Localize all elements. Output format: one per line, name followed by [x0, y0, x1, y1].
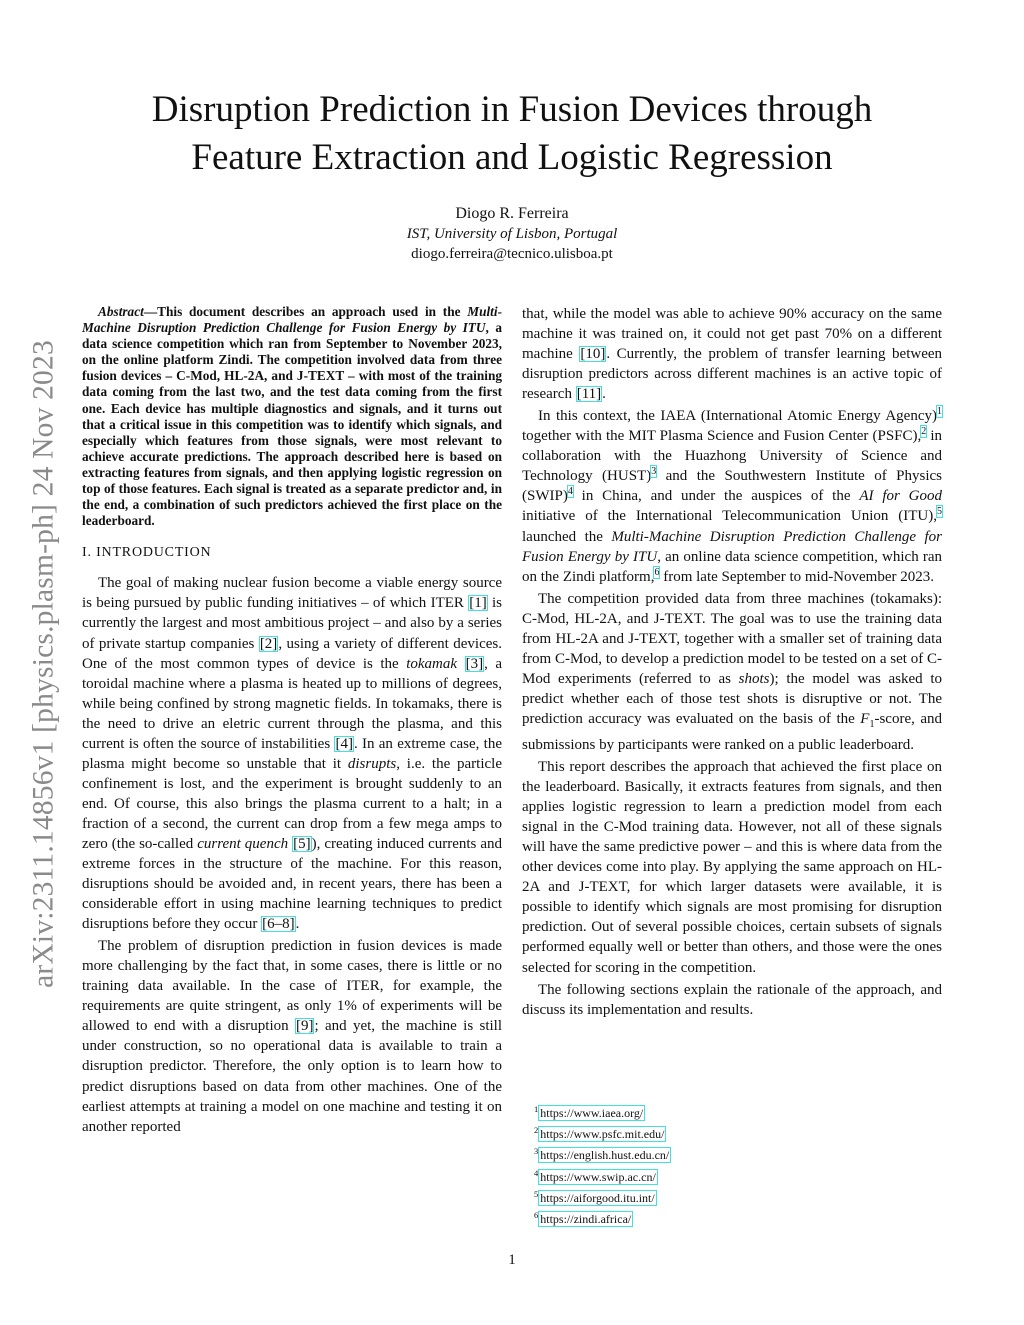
paragraph-intro-5: This report describes the approach that achieved the first place on the leaderboard. Basically, it extracts features from signals, and then applies logistic regression to learn a prediction model from each signal in the C-Mod training data. However, not all of these signals will have the same predictive power – and this is where data from the other devices come into play. By applying the same approach on HL-2A and J-TEXT, for which larger datasets were available, it is possible to identify which signals are most promising for disruption prediction. Out of several possible choices, certain subsets of signals performed equally well or better than others, and those were the ones selected for scoring in the competition. — [522, 759, 942, 976]
citation-link[interactable]: [2] — [259, 635, 278, 652]
footnote-item: $^6$ https://zindi.africa/ — [534, 1210, 632, 1227]
right-column — [522, 304, 942, 1020]
abstract-label: Abstract — [98, 304, 144, 319]
footnote-url-link[interactable]: https://www.iaea.org/ — [540, 1106, 644, 1120]
footnote-item: $^1$ https://www.iaea.org/ — [534, 1104, 644, 1120]
abstract: Abstract—This document describes an approach used in the Multi-Machine Disruption Prediction Challenge for Fusion Energy by ITU, a data science competition which ran from September to November 2023, on the online platform Zindi. The competition involved data from three fusion devices – C-Mod, HL-2A, and J-TEXT – with most of the training data coming from the last two, and the test data coming from the first one. Each device has multiple diagnostics and signals, and it turns out that a critical issue in this competition was to identify which signals, and especially which features from those signals, were most relevant to achieve accurate predictions. The approach described here is based on extracting features from signals, and then applying logistic regression on top of those features. Each signal is treated as a separate predictor and, in the end, a combination of such predictors achieved the first place on the leaderboard. — [82, 304, 502, 529]
paper-title — [60, 86, 964, 182]
footnote-url-link[interactable]: https://www.swip.ac.cn/ — [540, 1169, 656, 1184]
footnote-ref[interactable]: 5 — [937, 506, 942, 518]
footnote-url-link[interactable]: https://aiforgood.itu.int/ — [540, 1190, 655, 1205]
paragraph-intro-2: The problem of disruption prediction in fusion devices is made more challenging by the fact that, in some cases, there is little or no training data available. In the case of ITER, for example, the requirements are quite stringent, as only 1% of experiments will be allowed to end with a disruption [9]; and yet, the machine is still under construction, so no operational data is available to train a disruption predictor. Therefore, the only option is to learn how to predict disruptions based on data from other machines. One of the earliest attempts at training a model on one machine and testing it on another reported — [82, 938, 503, 1135]
paragraph-intro-4: The competition provided data from three machines (tokamaks): C-Mod, HL-2A, and J-TEXT. The goal was to use the training data from HL-2A and J-TEXT, together with a smaller set of training data from C-Mod, to develop a prediction model to be tested on a set of C-Mod experiments (referred to as shots); the model was asked to predict whether each of those test shots is disruptive or not. The prediction accuracy was evaluated on the basis of the $F_1$-score, and submissions by participants were ranked on a public leaderboard. — [522, 590, 942, 753]
arxiv-sidebar-stamp — [22, 286, 66, 1042]
citation-link[interactable]: [10] — [580, 346, 606, 363]
author-affiliation: IST, University of Lisbon, Portugal — [406, 226, 618, 242]
footnote-url-link[interactable]: https://zindi.africa/ — [540, 1212, 632, 1227]
page-number: 1 — [508, 1252, 516, 1268]
citation-link[interactable]: [9] — [295, 1018, 314, 1035]
challenge-name: Multi-Machine Disruption Prediction Challenge for Fusion Energy by ITU — [82, 304, 502, 336]
paragraph-intro-1: The goal of making nuclear fusion become a viable energy source is being pursued by public funding initiatives – of which ITER [1] is currently the largest and most ambitious project – and also by a series of private startup companies [2], using a variety of different devices. One of the most common types of device is the tokamak [3], a toroidal machine where a plasma is heated up to millions of degrees, while being confined by strong magnetic fields. In tokamaks, there is the need to drive an eletric current through the plasma, and this current is often the source of instabilities [4]. In an extreme case, the plasma might become so unstable that it disrupts, i.e. the particle confinement is lost, and the experiment is brought suddenly to an end. Of course, this also brings the plasma current to a halt; in a fraction of a second, the current can drop from a few mega amps to zero (the so-called current quench [5]), creating induced currents and extreme forces in the structure of the machine. For this reason, disruptions should be avoided and, in recent years, there has been a considerable effort in using machine learning techniques to predict disruptions before they occur [6–8]. — [82, 575, 503, 933]
footnote-url-link[interactable]: https://www.psfc.mit.edu/ — [540, 1127, 665, 1142]
footnote-ref[interactable]: 4 — [567, 486, 573, 498]
title-line-2: Feature Extraction and Logistic Regression — [191, 137, 833, 178]
citation-link[interactable]: [11] — [576, 386, 602, 403]
citation-link[interactable]: [4] — [335, 735, 353, 752]
footnote-ref[interactable]: 1 — [937, 406, 942, 418]
paragraph-intro-3: In this context, the IAEA (International Atomic Energy Agency)$^1$ together with the MIT Plasma Science and Fusion Center (PSFC),$^2$ in collaboration with the Huazhong University of Science and Technology (HUST)$^3$ and the Southwestern Institute of Physics (SWIP)$^4$ in China, and under the auspices of the AI for Good initiative of the International Telecommunication Union (ITU),$^5$ launched the Multi-Machine Disruption Prediction Challenge for Fusion Energy by ITU, an online data science competition, which ran on the Zindi platform,$^6$ from late September to mid-November 2023. — [522, 406, 943, 585]
paragraph-intro-6: The following sections explain the rationale of the approach, and discuss its implementation and results. — [522, 981, 942, 1018]
footnotes — [534, 1101, 670, 1228]
footnote-ref[interactable]: 6 — [654, 566, 660, 578]
paragraph-intro-2-cont: that, while the model was able to achieve 90% accuracy on the same machine it was trained on, it could not get past 70% on a different machine [10]. Currently, the problem of transfer learning between disruption predictors across different machines is an active topic of research [11]. — [522, 306, 943, 403]
footnote-item: $^2$ https://www.psfc.mit.edu/ — [534, 1125, 665, 1142]
footnote-item: $^5$ https://aiforgood.itu.int/ — [534, 1188, 655, 1205]
author-name: Diogo R. Ferreira — [455, 205, 569, 222]
left-column — [82, 304, 502, 1137]
footnote-url-link[interactable]: https://english.hust.edu.cn/ — [540, 1148, 670, 1163]
footnote-item: $^3$ https://english.hust.edu.cn/ — [534, 1146, 670, 1163]
arxiv-identifier: arXiv:2311.14856v1 [physics.plasm-ph] 24 Nov 2023 — [27, 340, 60, 988]
f1-score-symbol: $F_1$ — [860, 710, 875, 730]
footnote-ref[interactable]: 2 — [921, 426, 927, 438]
citation-link[interactable]: [5] — [293, 835, 311, 852]
footnote-ref[interactable]: 3 — [651, 466, 657, 478]
citation-link[interactable]: [6–8] — [262, 916, 295, 933]
citation-link[interactable]: [1] — [469, 595, 487, 612]
title-line-1: Disruption Prediction in Fusion Devices through — [151, 89, 873, 130]
author-block — [212, 203, 812, 264]
author-email: diogo.ferreira@tecnico.ulisboa.pt — [411, 246, 613, 262]
footnote-item: $^4$ https://www.swip.ac.cn/ — [534, 1167, 656, 1184]
section-heading-introduction: I. INTRODUCTION — [82, 545, 212, 561]
citation-link[interactable]: [3] — [465, 655, 484, 672]
